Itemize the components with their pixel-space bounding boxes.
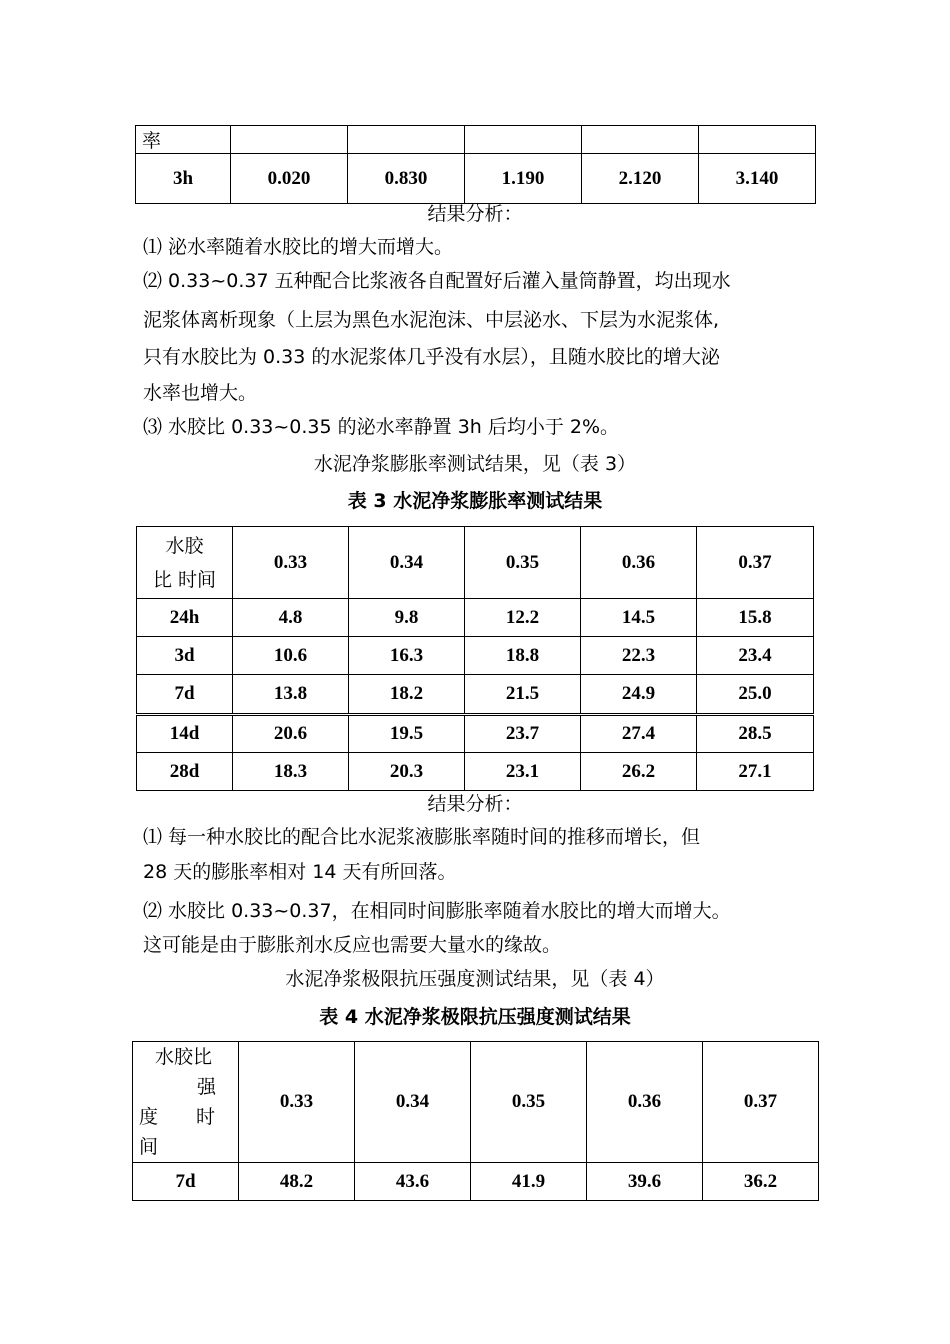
table-row — [137, 599, 814, 637]
analysis-paragraph: ⑵ 水胶比 0.33~0.37，在相同时间膨胀率随着水胶比的增大而增大。 — [143, 900, 731, 922]
header-line: 比 时间 — [152, 568, 217, 591]
column-header: 0.35 — [465, 527, 581, 599]
table-cell: 12.2 — [465, 599, 581, 637]
column-header: 0.33 — [239, 1042, 355, 1163]
table-cell — [465, 126, 582, 154]
header-line: 强 — [197, 1076, 217, 1098]
header-line: 度 时 — [139, 1106, 216, 1128]
table-cell: 4.8 — [233, 599, 349, 637]
table-cell: 23.4 — [697, 637, 814, 675]
table-cell: 48.2 — [239, 1163, 355, 1201]
table-cell: 0.830 — [348, 154, 465, 204]
table-cell: 20.6 — [233, 715, 349, 753]
table-cell — [348, 126, 465, 154]
analysis-paragraph: ⑴ 每一种水胶比的配合比水泥浆液膨胀率随时间的推移而增长，但 — [143, 826, 701, 848]
analysis-paragraph: ⑵ 0.33~0.37 五种配合比浆液各自配置好后灌入量筒静置，均出现水 — [143, 270, 731, 292]
analysis-paragraph: 泥浆体离析现象（上层为黑色水泥泡沫、中层泌水、下层为水泥浆体, — [143, 309, 720, 331]
column-header: 0.33 — [233, 527, 349, 599]
table-4-compressive-strength — [132, 1041, 819, 1201]
analysis-paragraph: ⑶ 水胶比 0.33~0.35 的泌水率静置 3h 后均小于 2%。 — [143, 416, 620, 438]
table-cell: 18.3 — [233, 753, 349, 791]
column-header: 0.34 — [349, 527, 465, 599]
table-cell: 22.3 — [581, 637, 697, 675]
table-cell — [582, 126, 699, 154]
table-cell: 2.120 — [582, 154, 699, 204]
analysis-heading: 结果分析： — [427, 793, 523, 815]
table-cell: 3d — [137, 637, 233, 675]
header-line: 间 — [139, 1136, 159, 1158]
table-cell: 10.6 — [233, 637, 349, 675]
table-cell: 41.9 — [471, 1163, 587, 1201]
table-cell: 14d — [137, 715, 233, 753]
table-cell: 24h — [137, 599, 233, 637]
table-cell: 7d — [137, 675, 233, 715]
table-row — [137, 753, 814, 791]
table-cell: 20.3 — [349, 753, 465, 791]
table-cell: 率 — [136, 126, 231, 154]
table-header-row — [137, 527, 814, 599]
table-cell: 24.9 — [581, 675, 697, 715]
analysis-paragraph: 28 天的膨胀率相对 14 天有所回落。 — [143, 861, 457, 883]
table-corner-header — [137, 527, 233, 599]
table-row — [137, 637, 814, 675]
header-line: 水胶 — [165, 534, 204, 557]
section-intro: 水泥净浆极限抗压强度测试结果，见（表 4） — [285, 968, 665, 990]
analysis-paragraph: ⑴ 泌水率随着水胶比的增大而增大。 — [143, 236, 454, 258]
table-cell — [699, 126, 816, 154]
table-row — [133, 1163, 819, 1201]
table-cell: 27.1 — [697, 753, 814, 791]
column-header: 0.37 — [703, 1042, 819, 1163]
table-cell: 36.2 — [703, 1163, 819, 1201]
table-cell: 18.8 — [465, 637, 581, 675]
column-header: 0.36 — [587, 1042, 703, 1163]
table-cell: 16.3 — [349, 637, 465, 675]
table-cell: 0.020 — [231, 154, 348, 204]
column-header: 0.37 — [697, 527, 814, 599]
table-caption: 表 3 水泥净浆膨胀率测试结果 — [347, 490, 603, 512]
table-cell: 1.190 — [465, 154, 582, 204]
table-cell: 39.6 — [587, 1163, 703, 1201]
table-cell: 28d — [137, 753, 233, 791]
table-cell: 21.5 — [465, 675, 581, 715]
table-cell: 27.4 — [581, 715, 697, 753]
table-row — [137, 715, 814, 753]
column-header: 0.34 — [355, 1042, 471, 1163]
analysis-paragraph: 这可能是由于膨胀剂水反应也需要大量水的缘故。 — [143, 934, 562, 956]
table-cell: 7d — [133, 1163, 239, 1201]
table-cell: 26.2 — [581, 753, 697, 791]
table-cell: 25.0 — [697, 675, 814, 715]
table-cell: 23.7 — [465, 715, 581, 753]
section-intro: 水泥净浆膨胀率测试结果，见（表 3） — [313, 453, 637, 475]
table-corner-header — [133, 1042, 239, 1163]
analysis-heading: 结果分析： — [427, 203, 523, 225]
table-row — [136, 126, 816, 154]
table-cell: 14.5 — [581, 599, 697, 637]
table-cell: 9.8 — [349, 599, 465, 637]
table-cell: 3.140 — [699, 154, 816, 204]
table-cell: 23.1 — [465, 753, 581, 791]
table-cell — [231, 126, 348, 154]
table-row — [136, 154, 816, 204]
table-cell: 15.8 — [697, 599, 814, 637]
header-line: 水胶比 — [155, 1046, 213, 1068]
table-3-expansion-rate — [136, 526, 814, 791]
table-cell: 18.2 — [349, 675, 465, 715]
table-cell: 13.8 — [233, 675, 349, 715]
table-row — [137, 675, 814, 715]
analysis-paragraph: 只有水胶比为 0.33 的水泥浆体几乎没有水层），且随水胶比的增大泌 — [143, 346, 720, 368]
table-caption: 表 4 水泥净浆极限抗压强度测试结果 — [319, 1006, 631, 1028]
table-cell: 43.6 — [355, 1163, 471, 1201]
table-cell: 3h — [136, 154, 231, 204]
analysis-paragraph: 水率也增大。 — [143, 382, 258, 404]
column-header: 0.35 — [471, 1042, 587, 1163]
column-header: 0.36 — [581, 527, 697, 599]
table-header-row — [133, 1042, 819, 1163]
table-2-bleeding-rate — [135, 125, 816, 204]
table-cell: 19.5 — [349, 715, 465, 753]
table-cell: 28.5 — [697, 715, 814, 753]
